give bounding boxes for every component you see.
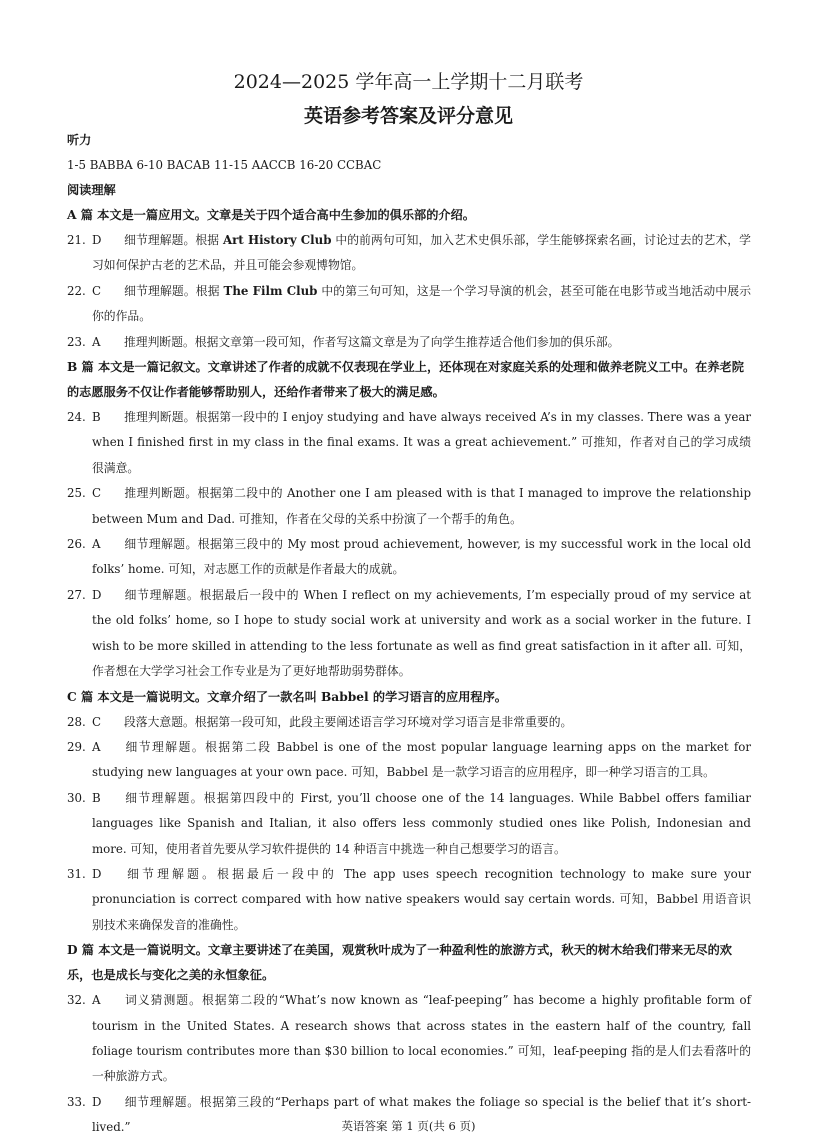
answer-item (67, 405, 751, 481)
answer-item (67, 532, 751, 583)
explanation-text-cont: 中的第三句可知，这是一个学习导演的机会，甚至可能在电影节或当地活动中展示你的作品。 (92, 283, 751, 324)
listening-heading: 听力 (67, 133, 92, 147)
passage-label: A 篇 (67, 208, 93, 222)
passage-intro (67, 938, 751, 988)
question-number: 24. (67, 410, 86, 425)
answer-item (67, 988, 751, 1090)
explanation-text: 推理判断题。根据第二段中的 Another one I am pleased with is that I managed to improve the relationship between Mum and Dad. 可推知，作者在父母的关系中扮演了一个帮手的角色。 (92, 486, 751, 526)
explanation-text: 细节理解题。根据最后一段中的 When I reflect on my achievements, I’m especially proud of my service at the old folks’ home, so I hope to study social work at university and work as a social worker in the future. I wish to be more skilled in attending to the less fortunate as well as find great satisfaction in it after all. 可知，作者想在大学学习社会工作专业是为了更好地帮助弱势群体。 (92, 587, 751, 679)
question-number: 32. (67, 993, 86, 1008)
answer-letter: B (92, 790, 101, 805)
passage-label: D 篇 (67, 943, 94, 958)
reading-heading: 阅读理解 (67, 183, 116, 197)
question-number: 28. (67, 714, 86, 729)
question-number: 31. (67, 866, 86, 881)
explanation-text: 细节理解题。根据第三段中的 My most proud achievement, however, is my successful work in the local old folks’ home. 可知，对志愿工作的贡献是作者最大的成就。 (92, 537, 751, 577)
answer-letter: B (92, 410, 101, 425)
explanation-text: 段落大意题。根据第一段可知，此段主要阐述语言学习环境对学习语言是非常重要的。 (124, 714, 573, 729)
document-title: 2024—2025 学年高一上学期十二月联考 (233, 71, 584, 93)
answer-item (67, 279, 751, 330)
answer-item (67, 228, 751, 279)
explanation-text: 细节理解题。根据 (124, 283, 224, 298)
answer-item (67, 481, 751, 532)
answer-item (67, 583, 751, 685)
passage-intro-text: 本文是一篇说明文。文章主要讲述了在美国，观赏秋叶成为了一种盈利性的旅游方式，秋天的树木给我们带来无尽的欢乐，也是成长与变化之美的永恒象征。 (67, 943, 732, 983)
question-number: 30. (67, 790, 86, 805)
passage-label: C 篇 (67, 689, 94, 704)
answer-item (67, 330, 751, 355)
answer-letter: D (92, 866, 102, 881)
question-number: 22. (67, 283, 86, 298)
question-number: 21. (67, 233, 86, 247)
explanation-text: 推理判断题。根据文章第一段可知，作者写这篇文章是为了向学生推荐适合他们参加的俱乐部。 (124, 334, 620, 349)
question-number: 27. (67, 587, 86, 602)
club-name: The Film Club (223, 283, 318, 298)
question-number: 25. (67, 486, 86, 501)
answer-letter: D (92, 233, 102, 247)
answer-letter: D (92, 1094, 102, 1109)
answer-letter: D (92, 587, 102, 602)
explanation-text: 词义猜测题。根据第二段的“What’s now known as “leaf-peeping” has become a highly profitable form of tourism in the United States. A research shows that across states in the eastern half of the country, fall foliage tourism contributes more than $30 billion to local economies.” 可知，leaf-peeping 指的是人们去看落叶的一种旅游方式。 (92, 993, 751, 1084)
passage-label: B 篇 (67, 360, 94, 375)
club-name: Art History Club (222, 233, 332, 247)
answer-letter: A (92, 334, 101, 349)
question-number: 23. (67, 334, 86, 349)
explanation-text: 细节理解题。根据第二段 Babbel is one of the most popular language learning apps on the market for studying new languages at your own pace. 可知，Babbel 是一款学习语言的应用程序，即一种学习语言的工具。 (92, 739, 751, 780)
reading-passages (67, 203, 751, 1141)
answer-letter: A (92, 739, 101, 754)
question-number: 29. (67, 739, 86, 754)
answer-item (67, 735, 751, 786)
explanation-text: 细节理解题。根据 (124, 233, 223, 247)
passage-intro-text: 本文是一篇记叙文。文章讲述了作者的成就不仅表现在学业上，还体现在对家庭关系的处理和做养老院义工中。在养老院的志愿服务不仅让作者能够帮助别人，还给作者带来了极大的满足感。 (67, 360, 744, 400)
answer-content (67, 128, 751, 1141)
explanation-text: 推理判断题。根据第一段中的 I enjoy studying and have always received A’s in my classes. There was a year when I finished first in my class in the final exams. It was a great achievement.” 可推知，作者对自己的学习成绩很满意。 (92, 410, 751, 475)
explanation-text-cont: 中的前两句可知，加入艺术史俱乐部，学生能够探索名画，讨论过去的艺术，学习如何保护古老的艺术品，并且可能会参观博物馆。 (92, 233, 751, 273)
answer-letter: A (92, 537, 101, 552)
answer-letter: A (92, 993, 101, 1008)
explanation-text: 细节理解题。根据第四段中的 First, you’ll choose one of the 14 languages. While Babbel offers familiar languages like Spanish and Italian, it also offers less commonly studied ones like Polish, Indonesian and more. 可知，使用者首先要从学习软件提供的 14 种语言中挑选一种自己想要学习的语言。 (92, 790, 751, 856)
passage-intro (67, 685, 751, 710)
passage-intro-text: 本文是一篇说明文。文章介绍了一款名叫 Babbel 的学习语言的应用程序。 (97, 689, 507, 704)
question-number: 26. (67, 537, 86, 552)
document-subtitle: 英语参考答案及评分意见 (303, 105, 513, 127)
explanation-text: 细节理解题。根据第三段的“Perhaps part of what makes the foliage so special is the belief that it’s short-lived.” (92, 1094, 751, 1135)
answer-letter: C (92, 714, 102, 729)
explanation-text: 细节理解题。根据最后一段中的 The app uses speech recognition technology to make sure your pronunciation is correct compared with how native speakers would say certain words. 可知，Babbel 用语音识别技术来确保发音的准确性。 (92, 866, 751, 932)
answer-letter: C (92, 283, 102, 298)
passage-intro (67, 203, 751, 228)
answer-item (67, 710, 751, 735)
passage-intro (67, 355, 751, 405)
question-number: 33. (67, 1094, 86, 1109)
answer-item (67, 862, 751, 938)
listening-answers: 1-5 BABBA 6-10 BACAB 11-15 AACCB 16-20 CCBAC (67, 158, 382, 172)
passage-intro-text: 本文是一篇应用文。文章是关于四个适合高中生参加的俱乐部的介绍。 (97, 208, 475, 222)
answer-letter: C (92, 486, 102, 501)
page-footer: 英语答案 第 1 页(共 6 页) (341, 1119, 476, 1133)
answer-item (67, 786, 751, 862)
